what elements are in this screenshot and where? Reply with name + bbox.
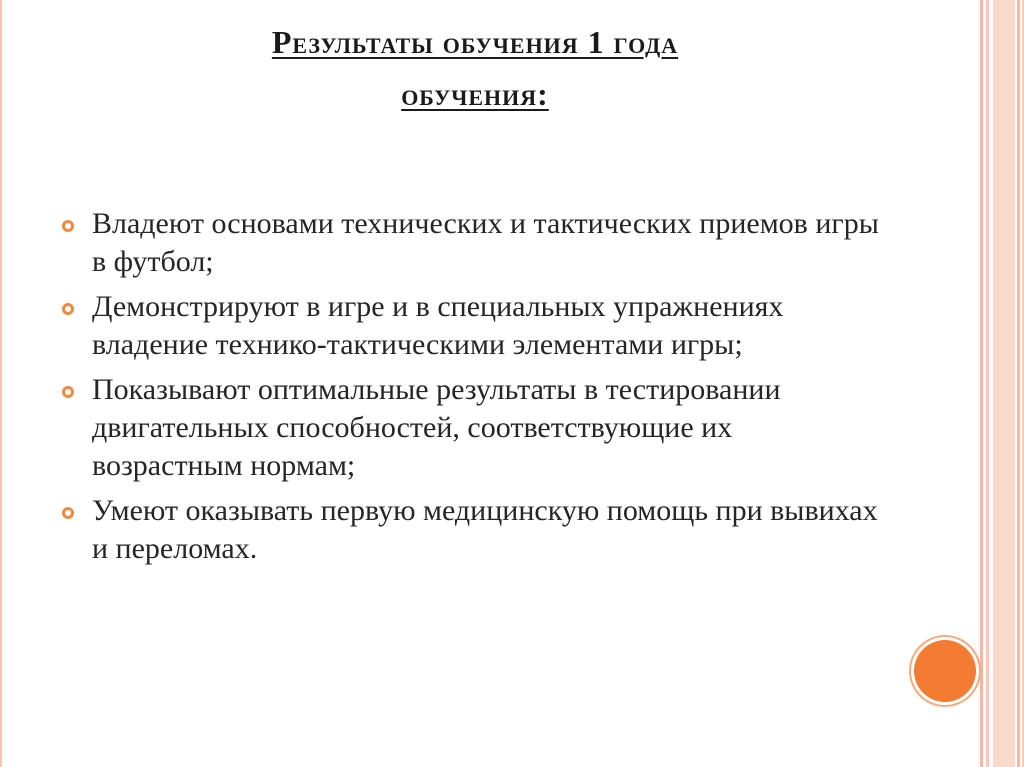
list-item-text: Демонстрируют в игре и в специальных упражнениях владение технико-тактическими элементами игры; <box>92 290 784 361</box>
left-border-stripe <box>0 0 2 767</box>
right-border-stripe <box>986 0 989 767</box>
list-item <box>60 371 890 485</box>
list-item-text: Умеют оказывать первую медицинскую помощь при вывихах и переломах. <box>92 494 878 565</box>
slide-title <box>60 16 890 120</box>
ring-bullet-icon <box>62 507 74 519</box>
list-item-text: Владеют основами технических и тактических приемов игры в футбол; <box>92 207 879 278</box>
ring-bullet-icon <box>62 386 74 398</box>
right-border-stripe <box>993 0 1015 767</box>
ring-bullet-icon <box>62 303 74 315</box>
list-item-text: Показывают оптимальные результаты в тестировании двигательных способностей, соответствующие их возрастным нормам; <box>92 373 781 482</box>
slide-title-line-2: обучения: <box>401 76 549 112</box>
list-item <box>60 492 890 568</box>
ring-bullet-icon <box>62 220 74 232</box>
bullet-list <box>60 205 890 575</box>
right-border-stripe <box>1017 0 1020 767</box>
right-border-stripe <box>980 0 983 767</box>
list-item <box>60 205 890 281</box>
orange-circle-icon <box>914 640 976 702</box>
slide-title-line-1: Результаты обучения 1 года <box>271 24 679 60</box>
list-item <box>60 288 890 364</box>
